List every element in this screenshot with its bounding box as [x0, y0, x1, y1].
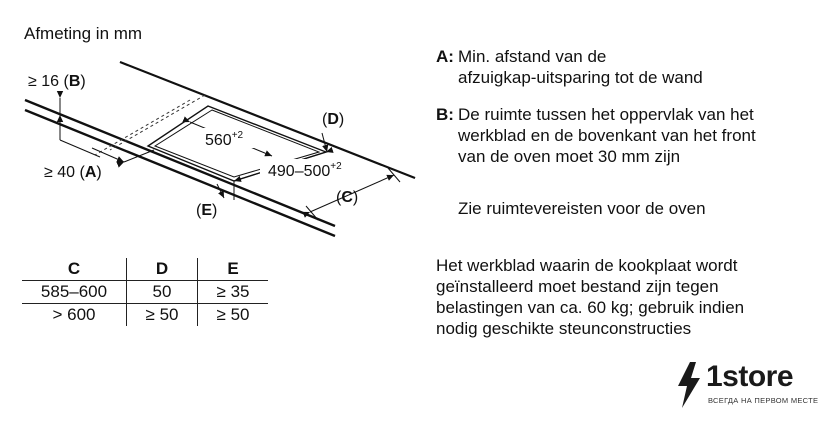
table-row [22, 304, 268, 327]
note-b-key: B: [436, 105, 454, 124]
table-header-e: E [198, 258, 269, 281]
table-cell: ≥ 50 [198, 304, 269, 327]
table-cell: > 600 [52, 305, 96, 324]
note-worktop-line3: belastingen van ca. 60 kg; gebruik indien [436, 298, 745, 317]
units-title: Afmeting in mm [24, 24, 143, 43]
store-logo [672, 360, 822, 410]
e-dimension-label: (E) [196, 202, 218, 219]
cutout-depth-label: $490-500^{+2}$ [268, 161, 342, 180]
table-header-c: C [22, 258, 127, 281]
table-cell: 50 [127, 281, 198, 304]
table-cell: ≥ 50 [127, 304, 198, 327]
table-header-row [22, 258, 268, 281]
c-dimension-label: (C) [336, 189, 359, 206]
note-worktop-line4: nodig geschikte steunconstructies [436, 319, 692, 338]
note-b-line3: van de oven moet 30 mm zijn [458, 147, 681, 166]
d-dimension-label: (D) [322, 111, 345, 128]
table-cell: 585–600 [22, 281, 127, 304]
clearance-table [22, 258, 268, 326]
note-oven: Zie ruimtevereisten voor de oven [458, 199, 706, 218]
logo-tagline: ВСЕГДА НА ПЕРВОМ МЕСТЕ [708, 396, 819, 405]
note-worktop-line1: Het werkblad waarin de kookplaat wordt [436, 256, 738, 275]
table-row [22, 281, 268, 304]
lightning-icon [672, 360, 706, 410]
cutout-width-label: $560^{+2}$ [205, 130, 244, 149]
note-a-line1: Min. afstand van de [458, 47, 607, 66]
table-header-d: D [127, 258, 198, 281]
note-b-line1: De ruimte tussen het oppervlak van het [458, 105, 754, 124]
a-dimension-label: ≥ 40 (A) [44, 164, 102, 181]
note-a-line2: afzuigkap-uitsparing tot de wand [458, 68, 703, 87]
b-dimension-label: ≥ 16 (B) [28, 73, 86, 90]
note-b-line2: werkblad en de bovenkant van het front [458, 126, 756, 145]
note-a-key: A: [436, 47, 454, 66]
note-worktop-line2: geïnstalleerd moet bestand zijn tegen [436, 277, 719, 296]
table-cell: ≥ 35 [198, 281, 269, 304]
logo-name: 1store [706, 360, 794, 393]
